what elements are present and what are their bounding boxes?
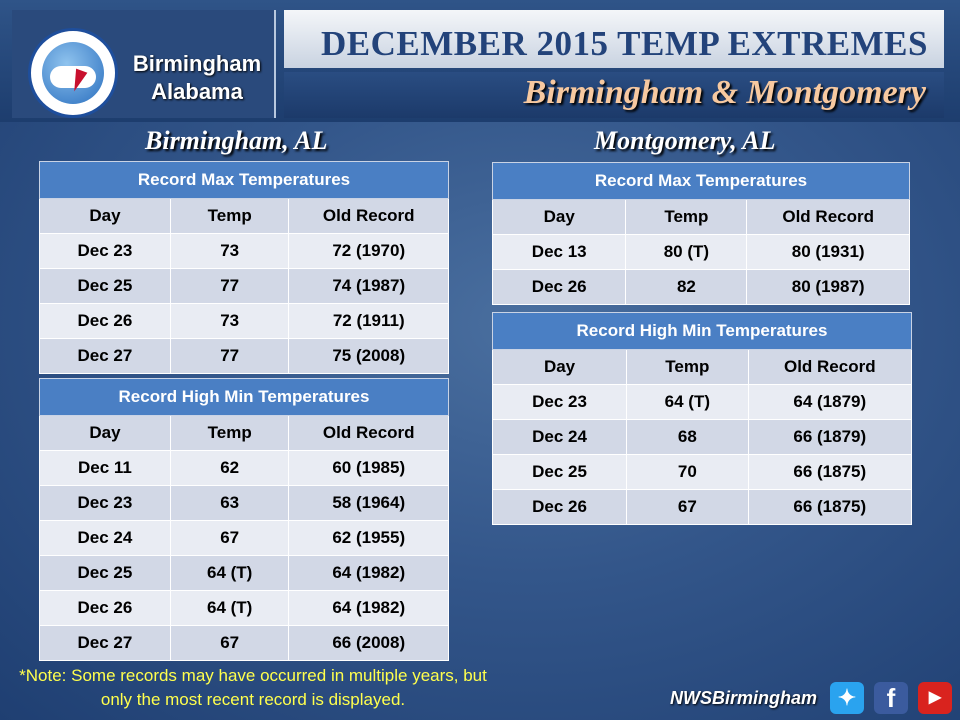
youtube-icon[interactable]: ▶: [918, 682, 952, 714]
column-header: Temp: [627, 350, 749, 385]
social-handle: NWSBirmingham: [670, 688, 818, 708]
table-cell: 77: [170, 269, 289, 304]
table-title: Record High Min Temperatures: [493, 313, 912, 350]
table-cell: 66 (1875): [748, 490, 911, 525]
table-cell: Dec 26: [493, 270, 626, 305]
table-cell: Dec 13: [493, 235, 626, 270]
table-title: Record Max Temperatures: [493, 163, 910, 200]
office-name: [122, 50, 272, 106]
table-cell: Dec 23: [40, 486, 171, 521]
table-cell: 64 (1982): [289, 591, 449, 626]
column-header: Temp: [170, 199, 289, 234]
birmingham-max-table: [39, 161, 449, 374]
office-line1: Birmingham: [132, 51, 262, 76]
title-banner: [284, 10, 944, 68]
table-cell: 67: [170, 626, 289, 661]
table-cell: 70: [627, 455, 749, 490]
table-row: [40, 521, 449, 556]
table-row: [40, 451, 449, 486]
table-row: [493, 455, 912, 490]
table-cell: Dec 26: [493, 490, 627, 525]
table-cell: Dec 26: [40, 304, 171, 339]
table-row: [493, 420, 912, 455]
table-row: [40, 556, 449, 591]
table-title: Record High Min Temperatures: [40, 379, 449, 416]
birmingham-heading: Birmingham, AL: [145, 126, 328, 155]
table-cell: Dec 25: [40, 269, 171, 304]
table-cell: 68: [627, 420, 749, 455]
column-header: Old Record: [747, 200, 910, 235]
table-cell: 60 (1985): [289, 451, 449, 486]
table-cell: Dec 23: [40, 234, 171, 269]
nws-logo-globe: [42, 42, 104, 104]
subtitle-banner: [284, 72, 944, 118]
office-line2: Alabama: [151, 79, 243, 104]
table-cell: 64 (1982): [289, 556, 449, 591]
table-cell: 73: [170, 234, 289, 269]
table-cell: 62 (1955): [289, 521, 449, 556]
table-cell: Dec 27: [40, 626, 171, 661]
table-row: [40, 486, 449, 521]
table-cell: 82: [626, 270, 747, 305]
table-cell: 58 (1964): [289, 486, 449, 521]
table-cell: 77: [170, 339, 289, 374]
table-cell: 75 (2008): [289, 339, 449, 374]
column-header: Day: [493, 350, 627, 385]
table-cell: 66 (1875): [748, 455, 911, 490]
table-cell: Dec 25: [40, 556, 171, 591]
table-cell: 66 (2008): [289, 626, 449, 661]
table-cell: 72 (1911): [289, 304, 449, 339]
montgomery-max-table: [492, 162, 910, 305]
table-row: [40, 234, 449, 269]
table-cell: 62: [170, 451, 289, 486]
table-cell: 64 (T): [170, 591, 289, 626]
table-row: [493, 235, 910, 270]
montgomery-highmin-table: [492, 312, 912, 525]
table-row: [40, 269, 449, 304]
table-cell: Dec 25: [493, 455, 627, 490]
column-header: Old Record: [289, 199, 449, 234]
column-header: Temp: [626, 200, 747, 235]
table-cell: Dec 26: [40, 591, 171, 626]
table-row: [493, 490, 912, 525]
table-cell: 67: [627, 490, 749, 525]
column-header: Day: [493, 200, 626, 235]
table-row: [493, 385, 912, 420]
table-cell: 74 (1987): [289, 269, 449, 304]
column-header: Day: [40, 199, 171, 234]
table-cell: 73: [170, 304, 289, 339]
table-title: Record Max Temperatures: [40, 162, 449, 199]
column-header: Temp: [170, 416, 289, 451]
table-cell: Dec 23: [493, 385, 627, 420]
facebook-icon[interactable]: f: [874, 682, 908, 714]
table-cell: 64 (1879): [748, 385, 911, 420]
table-cell: 80 (T): [626, 235, 747, 270]
table-cell: Dec 24: [40, 521, 171, 556]
twitter-icon[interactable]: ✦: [830, 682, 864, 714]
table-row: [493, 270, 910, 305]
table-cell: 64 (T): [170, 556, 289, 591]
nws-logo-icon: [28, 28, 118, 118]
table-row: [40, 304, 449, 339]
table-cell: 72 (1970): [289, 234, 449, 269]
table-cell: 63: [170, 486, 289, 521]
table-cell: 67: [170, 521, 289, 556]
column-header: Old Record: [748, 350, 911, 385]
table-cell: 80 (1987): [747, 270, 910, 305]
footnote: *Note: Some records may have occurred in multiple years, but only the most recent record is displayed.: [19, 666, 487, 709]
table-cell: 64 (T): [627, 385, 749, 420]
table-row: [40, 626, 449, 661]
page-title: DECEMBER 2015 TEMP EXTREMES: [321, 24, 928, 63]
table-cell: Dec 27: [40, 339, 171, 374]
logo-panel: [12, 10, 276, 118]
birmingham-highmin-table: [39, 378, 449, 661]
page-subtitle: Birmingham & Montgomery: [523, 74, 926, 111]
table-cell: 66 (1879): [748, 420, 911, 455]
table-cell: Dec 24: [493, 420, 627, 455]
montgomery-heading: Montgomery, AL: [594, 126, 776, 155]
column-header: Old Record: [289, 416, 449, 451]
column-header: Day: [40, 416, 171, 451]
table-cell: 80 (1931): [747, 235, 910, 270]
table-row: [40, 591, 449, 626]
table-row: [40, 339, 449, 374]
table-cell: Dec 11: [40, 451, 171, 486]
